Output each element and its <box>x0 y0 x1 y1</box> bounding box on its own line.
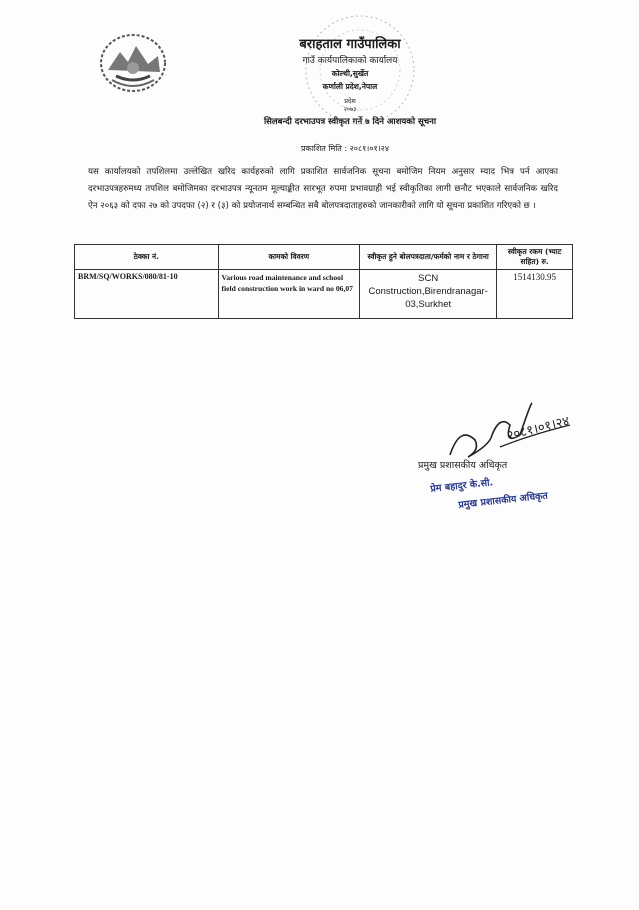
office-address: कोल्थी,सुर्खेत <box>331 69 369 78</box>
signatory-title: प्रमुख प्रशासकीय अधिकृत <box>418 460 508 471</box>
nepal-emblem-icon <box>98 32 168 94</box>
svg-text:२०८१।०१।२४: २०८१।०१।२४ <box>505 413 572 444</box>
notice-subject: सिलबन्दी दरभाउपत्र स्वीकृत गर्ने ७ दिने आशयको सूचना <box>263 117 437 127</box>
header-tender-no: ठेक्का नं. <box>75 245 219 270</box>
notice-body: यस कार्यालयको तपशिलमा उल्लेखित खरिद कार्यहरुको लागि प्रकाशित सार्वजनिक सूचना बमोजिम नियम अनुसार म्याद भित्र पर्न आएका दरभाउपत्रहरुमध्य तपशिल बमोजिमका दरभाउपत्र न्यूनतम मूल्याङ्कीत सारभूत रुपमा प्रभावग्राही भई स्वीकृतिका लागी छनौट भएकाले सार्वजनिक खरिद ऐन २०६३ को दफा २७ को उपदफा (२) र (३) को प्रयोजनार्थ सम्बन्धित सबै बोलपत्रदाताहरुको जानकारीको लागि यो सूचना प्रकाशित गरिएको छ । <box>88 167 558 211</box>
header-amount: स्वीकृत रकम (भ्याट सहित) रु. <box>497 245 573 270</box>
municipality-name: बराहताल गाउँपालिका <box>299 37 401 52</box>
header-bidder: स्वीकृत हुने बोलपत्रदाता/फर्मको नाम र ठेगाना <box>360 245 497 270</box>
work-description-cell: Various road maintenance and school field construction work in ward no 06,07 <box>218 270 360 319</box>
stamp-officer-name: प्रेम बहादुर के.सी. <box>429 477 494 495</box>
office-name: गाउँ कार्यपालिकाको कार्यालय <box>302 56 398 66</box>
tender-no-cell: BRM/SQ/WORKS/080/81-10 <box>75 270 219 319</box>
amount-cell: 1514130.95 <box>497 270 573 319</box>
header-work-description: कामको विवरण <box>218 245 360 270</box>
table-row <box>75 270 573 319</box>
office-province: कर्णाली प्रदेश,नेपाल <box>322 82 378 91</box>
tender-table <box>74 244 573 319</box>
publication-date: प्रकाशित मिति : २०८१।०१।२४ <box>301 144 389 153</box>
bidder-cell: SCN Construction,Birendranagar-03,Surkhet <box>360 270 497 319</box>
seal-year: २०७३ <box>343 106 357 113</box>
seal-text: प्रदेश <box>344 97 356 105</box>
table-header-row <box>75 245 573 270</box>
stamp-officer-title: प्रमुख प्रशासकीय अधिकृत <box>457 490 549 511</box>
